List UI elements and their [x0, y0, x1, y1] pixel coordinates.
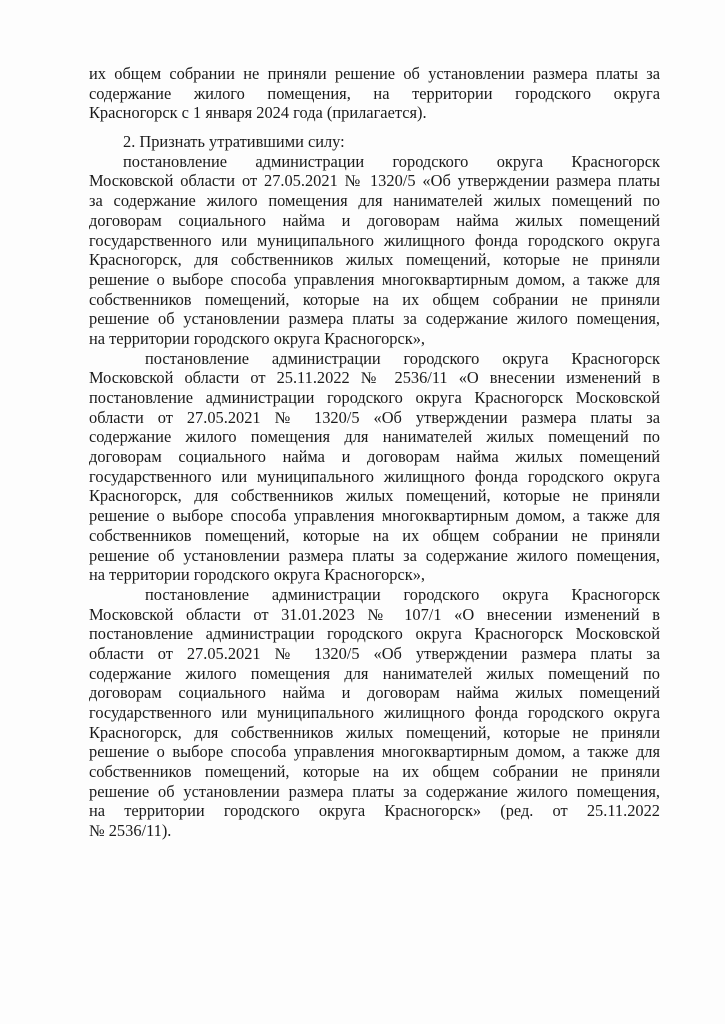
text-line: решение о выборе способа управления многоквартирным домом, а также для: [89, 742, 660, 762]
text-line: договорам социального найма и договорам найма жилых помещений: [89, 447, 660, 467]
text-line: Московской области от 27.05.2021 № 1320/5 «Об утверждении размера платы: [89, 171, 660, 191]
text-line: государственного или муниципального жилищного фонда городского округа: [89, 703, 660, 722]
text-line: государственного или муниципального жилищного фонда городского округа: [89, 230, 660, 250]
text-line: области от 27.05.2021 № 1320/5 «Об утверждении размера платы за: [89, 643, 660, 663]
text-line: собственников помещений, которые на их общем собрании не приняли: [89, 289, 660, 309]
text-line: Московской области от 31.01.2023 № 107/1 «О внесении изменений в: [89, 604, 660, 624]
text-line: на территории городского округа Красногорск»,: [89, 565, 426, 585]
text-line: постановление администрации городского округа Красногорск Московской: [89, 388, 660, 407]
text-line: решение о выборе способа управления многоквартирным домом, а также для: [89, 506, 660, 526]
text-line: договорам социального найма и договорам найма жилых помещений: [89, 210, 660, 230]
text-line: постановление администрации городского округа Красногорск: [145, 584, 660, 604]
text-line: решение об установлении размера платы за содержание жилого помещения,: [89, 781, 660, 801]
text-line: их общем собрании не приняли решение об установлении размера платы за: [89, 64, 660, 83]
paragraph-gap: [89, 123, 660, 132]
text-line: Красногорск, для собственников жилых помещений, которые не приняли: [89, 250, 660, 270]
document-body: [89, 64, 660, 841]
text-line: государственного или муниципального жилищного фонда городского округа: [89, 466, 660, 486]
text-line: собственников помещений, которые на их общем собрании не приняли: [89, 525, 660, 545]
text-line: содержание жилого помещения, на территории городского округа: [89, 83, 660, 103]
text-line: Красногорск с 1 января 2024 года (прилагается).: [89, 103, 427, 123]
text-line: решение об установлении размера платы за содержание жилого помещения,: [89, 309, 660, 329]
text-line: постановление администрации городского округа Красногорск Московской: [89, 624, 660, 644]
text-line: № 2536/11).: [89, 821, 172, 841]
text-line: 2. Признать утратившими силу:: [123, 132, 345, 152]
text-line: решение о выборе способа управления многоквартирным домом, а также для: [89, 269, 660, 289]
text-line: на территории городского округа Красногорск»,: [89, 328, 426, 348]
text-line: постановление администрации городского округа Красногорск: [123, 151, 660, 171]
text-line: области от 27.05.2021 № 1320/5 «Об утверждении размера платы за: [89, 407, 660, 427]
text-line: содержание жилого помещения для нанимателей жилых помещений по: [89, 427, 660, 447]
text-line: договорам социального найма и договорам найма жилых помещений: [89, 683, 660, 703]
text-line: Красногорск, для собственников жилых помещений, которые не приняли: [89, 722, 660, 742]
text-line: решение об установлении размера платы за содержание жилого помещения,: [89, 545, 660, 565]
text-line: содержание жилого помещения для нанимателей жилых помещений по: [89, 663, 660, 683]
text-line: Московской области от 25.11.2022 № 2536/11 «О внесении изменений в: [89, 368, 660, 388]
text-line: за содержание жилого помещения для нанимателей жилых помещений по: [89, 191, 660, 211]
text-line: собственников помещений, которые на их общем собрании не приняли: [89, 762, 660, 782]
text-line: постановление администрации городского округа Красногорск: [145, 348, 660, 368]
text-line: Красногорск, для собственников жилых помещений, которые не приняли: [89, 486, 660, 506]
text-line: на территории городского округа Красногорск» (ред. от 25.11.2022: [89, 801, 660, 821]
